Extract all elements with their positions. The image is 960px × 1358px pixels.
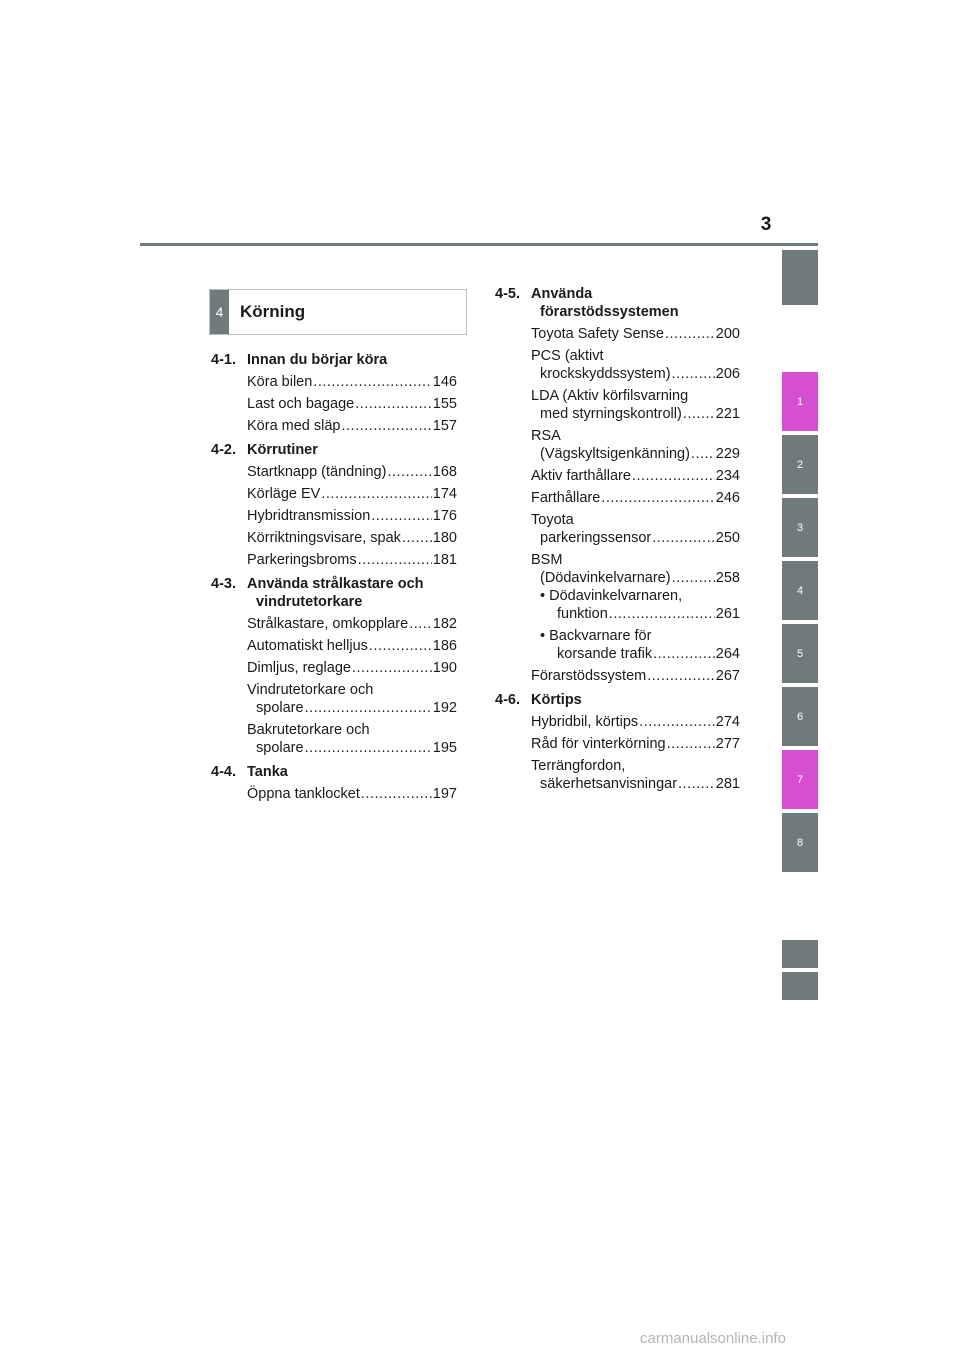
section-title: Körning: [240, 302, 306, 321]
toc-entry[interactable]: Farthållare ..... 246: [495, 489, 740, 507]
chapter-tab-top[interactable]: [782, 250, 818, 305]
chapter-tab-8[interactable]: 8: [782, 813, 818, 872]
toc-entry[interactable]: Bakrutetorkare och spolare ..... 195: [211, 721, 457, 757]
toc-entry[interactable]: Öppna tanklocket ..... 197: [211, 785, 457, 803]
chapter-tab-index-a[interactable]: [782, 940, 818, 968]
toc-entry[interactable]: Vindrutetorkare och spolare ..... 192: [211, 681, 457, 717]
toc-entry[interactable]: Toyota Safety Sense ..... 200: [495, 325, 740, 343]
toc-entry[interactable]: Dimljus, reglage ..... 190: [211, 659, 457, 677]
watermark: carmanualsonline.info: [640, 1330, 786, 1347]
toc-group-heading[interactable]: 4-1. Innan du börjar köra: [211, 352, 388, 368]
chapter-tab-1[interactable]: 1: [782, 372, 818, 431]
toc-entry[interactable]: Automatiskt helljus ..... 186: [211, 637, 457, 655]
toc-group-heading[interactable]: 4-6. Körtips: [495, 692, 582, 708]
toc-entry[interactable]: Last och bagage ..... 155: [211, 395, 457, 413]
toc-group-heading[interactable]: 4-5. Använda förarstödssystemen: [495, 286, 679, 320]
chapter-tab-5[interactable]: 5: [782, 624, 818, 683]
toc-entry[interactable]: Köra med släp ..... 157: [211, 417, 457, 435]
toc-group-4-5: [495, 285, 740, 685]
chapter-tab-6[interactable]: 6: [782, 687, 818, 746]
toc-entry[interactable]: Startknapp (tändning) ..... 168: [211, 463, 457, 481]
toc-left-column: [211, 351, 457, 809]
toc-group-4-4: [211, 763, 457, 803]
toc-group-heading[interactable]: 4-4. Tanka: [211, 764, 288, 780]
toc-group-4-3: [211, 575, 457, 757]
toc-entry[interactable]: Körläge EV ..... 174: [211, 485, 457, 503]
chapter-tab-index-b[interactable]: [782, 972, 818, 1000]
section-header: [209, 289, 467, 335]
toc-entry[interactable]: Hybridbil, körtips ..... 274: [495, 713, 740, 731]
toc-entry[interactable]: LDA (Aktiv körfilsvarning med styrningskontroll) ..... 221: [495, 387, 740, 423]
toc-group-4-1: [211, 351, 457, 435]
toc-subentry[interactable]: • Dödavinkelvarnaren, funktion ..... 261: [495, 587, 740, 623]
chapter-tab-3[interactable]: 3: [782, 498, 818, 557]
toc-group-4-2: [211, 441, 457, 569]
toc-entry[interactable]: Förarstödssystem ..... 267: [495, 667, 740, 685]
toc-entry[interactable]: Hybridtransmission ..... 176: [211, 507, 457, 525]
toc-subentry[interactable]: • Backvarnare för korsande trafik ..... 264: [495, 627, 740, 663]
toc-entry[interactable]: Terrängfordon, säkerhetsanvisningar ..... 281: [495, 757, 740, 793]
toc-entry[interactable]: Råd för vinterkörning ..... 277: [495, 735, 740, 753]
chapter-tab-4[interactable]: 4: [782, 561, 818, 620]
toc-entry[interactable]: Körriktningsvisare, spak ..... 180: [211, 529, 457, 547]
page-number: 3: [760, 214, 772, 235]
toc-group-heading[interactable]: 4-3. Använda strålkastare och vindrutetorkare: [211, 576, 424, 610]
toc-right-column: [495, 285, 740, 799]
toc-entry[interactable]: Toyota parkeringssensor ..... 250: [495, 511, 740, 547]
toc-entry[interactable]: PCS (aktivt krockskyddssystem) ..... 206: [495, 347, 740, 383]
toc-group-heading[interactable]: 4-2. Körrutiner: [211, 442, 318, 458]
toc-entry[interactable]: BSM (Dödavinkelvarnare) ..... 258: [495, 551, 740, 587]
toc-group-4-6: [495, 691, 740, 793]
toc-entry[interactable]: Aktiv farthållare ..... 234: [495, 467, 740, 485]
chapter-tab-2[interactable]: 2: [782, 435, 818, 494]
section-number: 4: [210, 290, 229, 334]
chapter-tab-7[interactable]: 7: [782, 750, 818, 809]
toc-entry[interactable]: Strålkastare, omkopplare ..... 182: [211, 615, 457, 633]
toc-entry[interactable]: Parkeringsbroms ..... 181: [211, 551, 457, 569]
toc-entry[interactable]: RSA (Vägskyltsigenkänning) ..... 229: [495, 427, 740, 463]
header-rule: [140, 243, 818, 246]
toc-entry[interactable]: Köra bilen ..... 146: [211, 373, 457, 391]
